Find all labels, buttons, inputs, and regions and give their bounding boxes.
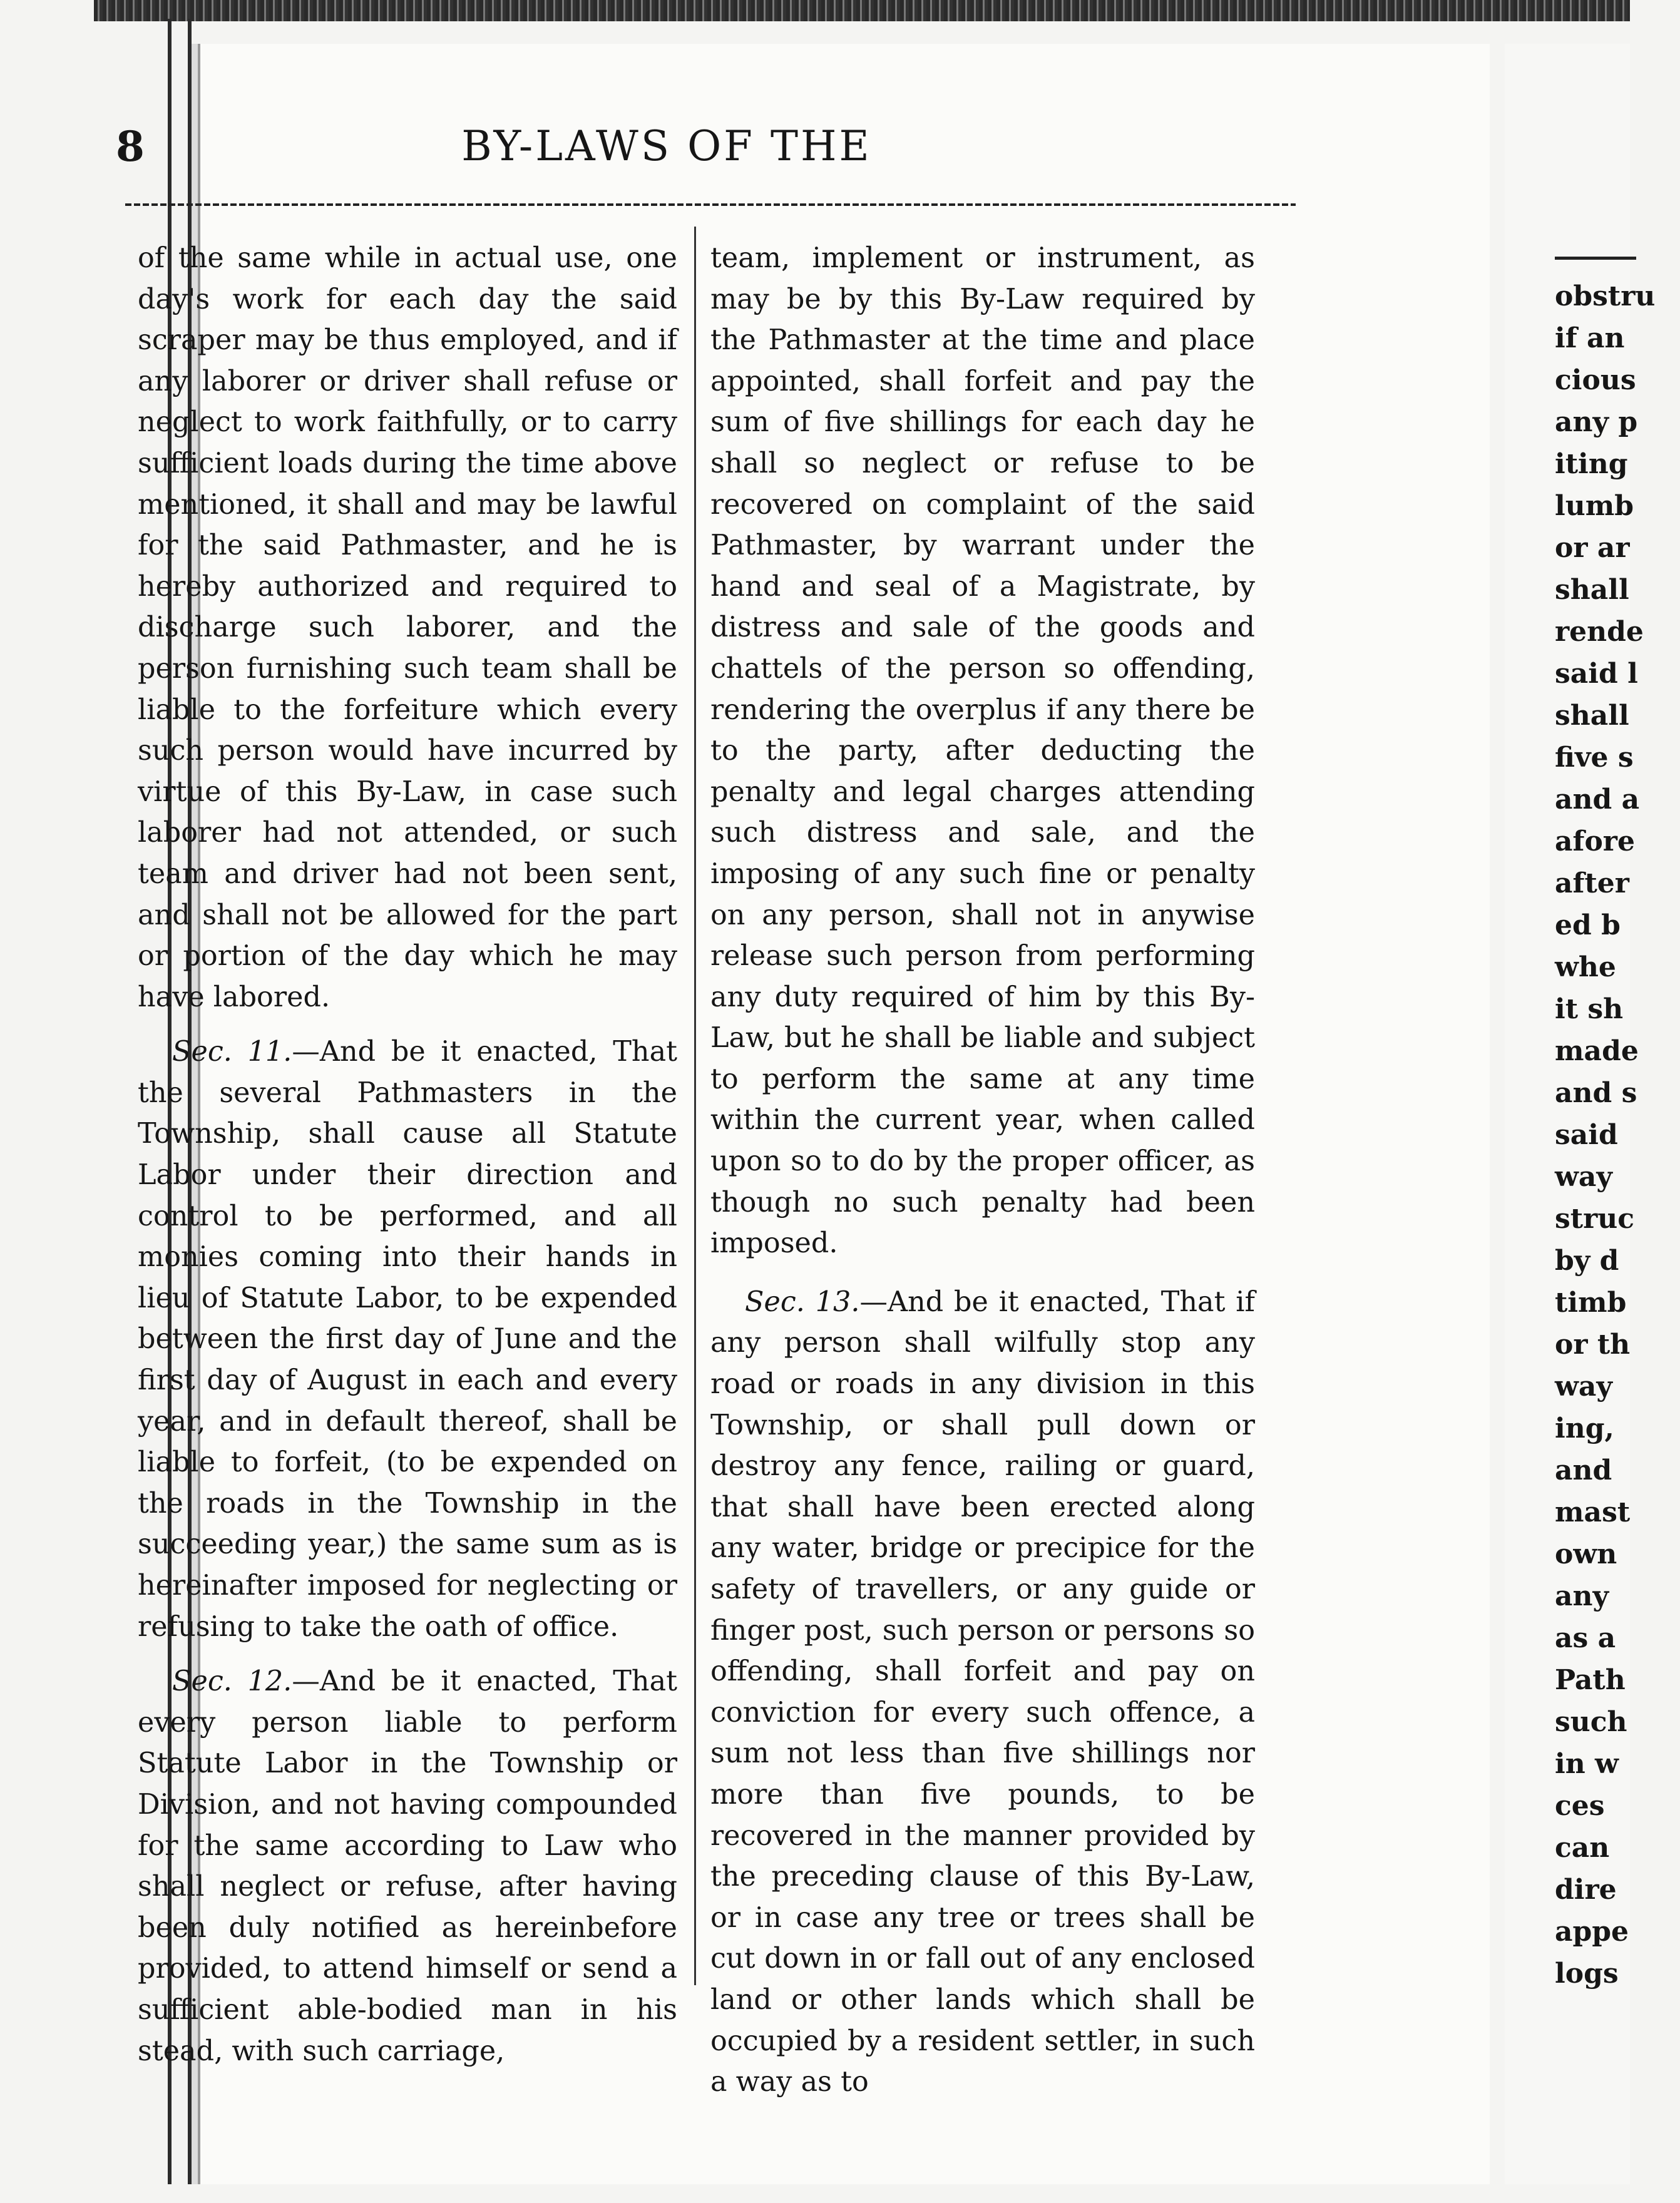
adjacent-page-line: logs [1555, 1958, 1619, 1990]
running-title: BY-LAWS OF THE [461, 122, 872, 170]
adjacent-page-line: or th [1555, 1329, 1631, 1361]
adjacent-page-line: own [1555, 1538, 1617, 1570]
column-divider [694, 227, 696, 1985]
adjacent-page-line: Path [1555, 1664, 1626, 1696]
adjacent-page-line: by d [1555, 1245, 1619, 1277]
paragraph [138, 1031, 677, 1647]
adjacent-page-line: way [1555, 1161, 1612, 1193]
adjacent-page-line: such [1555, 1706, 1627, 1738]
paragraph [138, 238, 677, 1018]
adjacent-page-line: ces [1555, 1790, 1605, 1822]
section-label: Sec. 13. [745, 1286, 860, 1318]
adjacent-page-line: way [1555, 1371, 1612, 1403]
paragraph-text: —And be it enacted, That every person liable to perform Statute Labor in the Township or Division, and not having compounded for the same according to Law who shall neglect or refuse, after having been duly notified as hereinbefore provided, to attend himself or send a sufficient able-bodied man in his stead, with such carriage, [138, 1665, 677, 2067]
adjacent-page-line: five s [1555, 742, 1634, 774]
paragraph [710, 1282, 1255, 2103]
adjacent-page-line: in w [1555, 1748, 1619, 1780]
adjacent-page-line: can [1555, 1832, 1610, 1864]
adjacent-page-line: as a [1555, 1622, 1616, 1654]
adjacent-page-rule [1555, 257, 1636, 260]
adjacent-page-line: after [1555, 867, 1629, 899]
running-header [116, 122, 1217, 197]
adjacent-page-line: if an [1555, 322, 1625, 354]
adjacent-page-line: shall [1555, 700, 1629, 732]
adjacent-page-line: ing, [1555, 1413, 1614, 1444]
header-rule [125, 203, 1296, 206]
adjacent-page-line: lumb [1555, 490, 1634, 522]
adjacent-page-line: dire [1555, 1874, 1617, 1906]
adjacent-page-line: obstru [1555, 280, 1656, 312]
adjacent-page-line: and [1555, 1454, 1612, 1486]
adjacent-page-line: said [1555, 1119, 1618, 1151]
right-column [710, 238, 1255, 2103]
adjacent-page-line: any [1555, 1580, 1609, 1612]
adjacent-page-text [1555, 275, 1680, 1995]
adjacent-page-line: afore [1555, 825, 1635, 857]
adjacent-page-line: shall [1555, 574, 1629, 606]
page-number: 8 [116, 122, 145, 171]
paragraph [138, 1661, 677, 2072]
paragraph-text: —And be it enacted, That the several Pathmasters in the Township, shall cause all Statute Labor under their direction and control to be performed, and all monies coming into their hands in lieu of Statute Labor, to be expended between the first day of June and the first day of August in each and every year, and in default thereof, shall be liable to forfeit, (to be expended on the roads in the Township in the succeeding year,) the same sum as is hereinafter imposed for neglecting or refusing to take the oath of office. [138, 1036, 677, 1643]
adjacent-page-line: ed b [1555, 909, 1621, 941]
paragraph [710, 238, 1255, 1264]
adjacent-page-line: appe [1555, 1916, 1629, 1948]
adjacent-page-line: iting [1555, 448, 1628, 480]
adjacent-page-line: mast [1555, 1496, 1631, 1528]
adjacent-page-line: cious [1555, 364, 1636, 396]
stacked-page-edges [94, 0, 1630, 21]
adjacent-page-line: and a [1555, 784, 1640, 815]
adjacent-page-line: any p [1555, 406, 1638, 438]
adjacent-page-line: timb [1555, 1287, 1627, 1319]
adjacent-page-line: said l [1555, 658, 1638, 690]
adjacent-page-line: rende [1555, 616, 1644, 648]
adjacent-page-line: it sh [1555, 993, 1624, 1025]
section-label: Sec. 11. [172, 1036, 292, 1068]
paragraph-text: —And be it enacted, That if any person shall wilfully stop any road or roads in any division in this Township, or shall pull down or destroy any fence, railing or guard, that shall have been erected along any water, bridge or precipice for the safety of travellers, or any guide or finger post, such person or persons so offending, shall forfeit and pay on conviction for every such offence, a sum not less than five shillings nor more than five pounds, to be recovered in the manner provided by the preceding clause of this By-Law, or in case any tree or trees shall be cut down in or fall out of any enclosed land or other lands which shall be occupied by a resident settler, in such a way as to [710, 1286, 1255, 2098]
adjacent-page-line: whe [1555, 951, 1616, 983]
paragraph-text: of the same while in actual use, one day's work for each day the said scraper may be thus employed, and if any laborer or driver shall refuse or neglect to work faithfully, or to carry sufficient loads during the time above mentioned, it shall and may be lawful for the said Pathmaster, and he is hereby authorized and required to discharge such laborer, and the person furnishing such team shall be liable to the forfeiture which every such person would have incurred by virtue of this By-Law, in case such laborer had not attended, or such team and driver had not been sent, and shall not be allowed for the part or portion of the day which he may have labored. [138, 242, 677, 1013]
left-column [138, 238, 677, 2072]
paragraph-text: team, implement or instrument, as may be by this By-Law required by the Pathmaster at the time and place appointed, shall forfeit and pay the sum of five shillings for each day he shall so neglect or refuse to be recovered on complaint of the said Pathmaster, by warrant under the hand and seal of a Magistrate, by distress and sale of the goods and chattels of the person so offending, rendering the overplus if any there be to the party, after deducting the penalty and legal charges attending such distress and sale, and the imposing of any such fine or penalty on any person, shall not in anywise release such person from performing any duty required of him by this By-Law, but he shall be liable and subject to perform the same at any time within the current year, when called upon so to do by the proper officer, as though no such penalty had been imposed. [710, 242, 1255, 1260]
adjacent-page-line: and s [1555, 1077, 1637, 1109]
adjacent-page-fragment [1505, 44, 1656, 2184]
adjacent-page-line: struc [1555, 1203, 1635, 1235]
section-label: Sec. 12. [172, 1665, 292, 1698]
adjacent-page-line: made [1555, 1035, 1639, 1067]
adjacent-page-line: or ar [1555, 532, 1630, 564]
